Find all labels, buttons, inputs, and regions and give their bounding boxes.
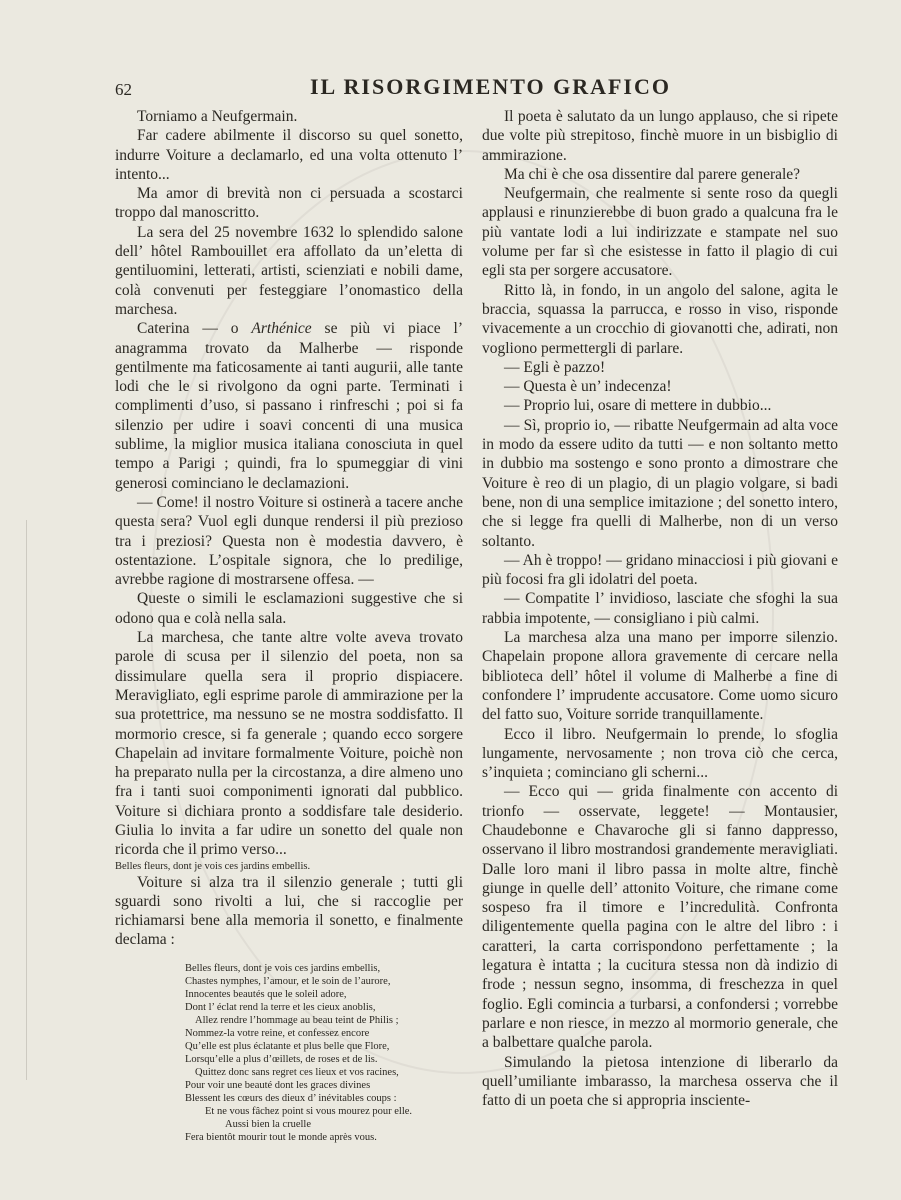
right-column [482, 107, 838, 1110]
text-run: se più vi piace l’ anagramma trovato da Malherbe — risponde gentilmente ma faticosamente ai tanti augurii, alle tante lodi che le si rivolgono da ogni parte. Terminati i complimenti d’uso, si passano i rinfreschi ; poi si fa silenzio per udire i soavi concenti di una musica sublime, la miglior musica italiana conosciuta in quel tempo a Parigi ; quindi, fra lo spumeggiar di vini generosi cominciano le declamazioni. [115, 320, 463, 492]
paragraph: Il poeta è salutato da un lungo applauso, che si ripete due volte più strepitoso, finchè muore in un bisbiglio di ammirazione. [482, 108, 838, 164]
paragraph: La marchesa alza una mano per imporre silenzio. Chapelain propone allora gravemente di cercare nella biblioteca dell’ hôtel il volume di Malherbe a fine di confondere l’ imprudente accusatore. Come uomo sicuro del fatto suo, Voiture sorride tranquillamente. [482, 629, 838, 724]
paragraph: — Compatite l’ invidioso, lasciate che sfoghi la sua rabbia impotente, — consigliano i più calmi. [482, 590, 838, 627]
paragraph [115, 319, 463, 493]
quoted-verse: Belles fleurs, dont je vois ces jardins embellis. [115, 860, 311, 872]
paragraph: Simulando la pietosa intenzione di liberarlo da quell’umiliante imbarasso, la marchesa osserva che il fatto di un poeta che si appropria insciente- [482, 1053, 838, 1110]
poem-line: Chastes nymphes, l’amour, et le soin de l’aurore, [185, 975, 391, 987]
poem-line: Pour voir une beauté dont les graces divines [185, 1079, 371, 1091]
paragraph: Torniamo a Neufgermain. [137, 108, 298, 125]
paragraph: — Ah è troppo! — gridano minacciosi i più giovani e più focosi fra gli idolatri del poeta. [482, 551, 838, 589]
paragraph: Voiture si alza tra il silenzio generale ; tutti gli sguardi sono rivolti a lui, che si raccoglie per richiamarsi bene alla memoria il sonetto, e finalmente declama : [115, 873, 463, 949]
poem-line: Belles fleurs, dont je vois ces jardins embellis, [185, 962, 381, 974]
poem-line: Et ne vous fâchez point si vous mourez pour elle. [205, 1105, 413, 1117]
poem-line: Allez rendre l’hommage au beau teint de Philis ; [195, 1014, 399, 1026]
poem-line: Dont l’ éclat rend la terre et les cieux anoblis, [185, 1001, 376, 1013]
poem-line: Quittez donc sans regret ces lieux et vos racines, [195, 1066, 399, 1078]
paragraph: — Questa è un’ indecenza! [504, 378, 672, 396]
page-edge-line [26, 520, 27, 1080]
paragraph: — Come! il nostro Voiture si ostinerà a tacere anche questa sera? Vuol egli dunque rendersi il più prezioso tra i preziosi? Questa non è modestia davvero, è ostentazione. L’ospitale signora, che lo predilige, avrebbe ragione di mostrarsene offesa. — [115, 493, 463, 589]
sonnet [185, 962, 463, 1144]
poem-line: Qu’elle est plus éclatante et plus belle que Flore, [185, 1040, 390, 1052]
page-number: 62 [115, 80, 132, 99]
poem-line: Lorsqu’elle a plus d’œillets, de roses et de lis. [185, 1053, 378, 1065]
poem-line: Nommez-la votre reine, et confessez encore [185, 1027, 370, 1039]
poem-line: Innocentes beautés que le soleil adore, [185, 988, 347, 1000]
paragraph: — Egli è pazzo! [504, 358, 606, 376]
paragraph: — Proprio lui, osare di mettere in dubbio... [504, 397, 772, 415]
paragraph: Far cadere abilmente il discorso su quel sonetto, indurre Voiture a declamarlo, ed una volta ottenuto l’ intento... [115, 127, 463, 183]
poem-line: Fera bientôt mourir tout le monde après vous. [185, 1131, 377, 1143]
running-title: IL RISORGIMENTO GRAFICO [310, 74, 671, 99]
italic-name: Arthénice [251, 320, 312, 338]
paragraph: La sera del 25 novembre 1632 lo splendido salone dell’ hôtel Rambouillet era affollato da un’eletta di gentiluomini, letterati, artisti, scienziati e nobili dame, colà convenuti per festeggiare l’onomastico della marchesa. [115, 223, 463, 318]
paragraph: Queste o simili le esclamazioni suggestive che si odono qua e colà nella sala. [115, 590, 463, 627]
poem-line: Aussi bien la cruelle [225, 1118, 312, 1130]
paragraph: — Sì, proprio io, — ribatte Neufgermain ad alta voce in modo da essere udito da tutti — e non soltanto metto in dubbio ma sostengo e sono pronto a dimostrare che Voiture è reo di un plagio, di un plagio volgare, si badi bene, non di una semplice imitazione ; del sonetto intero, che si legge fra quelli di Malherbe, non di un verso soltanto. [482, 416, 838, 550]
left-column [115, 107, 463, 1144]
paragraph: La marchesa, che tante altre volte aveva trovato parole di scusa per il silenzio del poeta, non sa dissimulare quella sera il proprio dispiacere. Meravigliato, egli esprime parole di ammirazione per la sua protettrice, ma nessuno se ne mostra soddisfatto. Il mormorio cresce, si fa generale ; quando ecco sorgere Chapelain ad invitare formalmente Voiture, poichè non ha preparato nulla per la circostanza, a dire almeno uno fra i tanti suoi componimenti ignorati dal pubblico. Voiture si dichiara pronto a soddisfare tale desiderio. Giulia lo invita a far udire un sonetto del quale non ricorda che il primo verso... [115, 629, 463, 859]
paragraph: Ecco il libro. Neufgermain lo prende, lo sfoglia lungamente, nervosamente ; non trova ciò che cerca, s’inquieta ; cominciano gli scherni... [482, 725, 838, 782]
paragraph: Ma amor di brevità non ci persuada a scostarci troppo dal manoscritto. [115, 185, 463, 222]
paragraph: Ma chi è che osa dissentire dal parere generale? [504, 165, 801, 183]
poem-line: Blessent les cœurs des dieux d’ inévitables coups : [185, 1092, 397, 1104]
page-header [0, 72, 901, 106]
paragraph: — Ecco qui — grida finalmente con accento di trionfo — osservate, leggete! — Montausier, Chaudebonne e Chavaroche gli si fanno dappresso, osservano il libro mostrandosi grandemente meravigliati. Dalle loro mani il libro passa in molte altre, finchè giunge in quelle dell’ attonito Voiture, che rimane come sospeso fra il timore e l’incredulità. Confronta diligentemente quella pagina con le altre del libro : i caratteri, la carta corrispondono perfettamente ; la legatura è intatta ; la cucitura stessa non dà indizio di frode ; nessun segno, insomma, di freschezza in quel foglio. Egli comincia a turbarsi, a confondersi ; vorrebbe parlare e non riesce, in mezzo al mormorio generale, che a balbettare qualche parola. [482, 783, 838, 1052]
paragraph: Neufgermain, che realmente si sente roso da quegli applausi e rinunzierebbe di buon grado a qualcuna fra le più vantate lodi a lui indirizzate e stampate nel suo volume per far sì che esistesse in fatto il plagio di cui egli sta per sorgere accusatore. [482, 185, 838, 280]
text-run: Caterina — o [137, 320, 252, 338]
paragraph: Ritto là, in fondo, in un angolo del salone, agita le braccia, squassa la parrucca, e rosso in viso, risponde vivacemente a un crocchio di giovanotti che, adirati, non vogliono permettergli di parlare. [482, 281, 838, 357]
